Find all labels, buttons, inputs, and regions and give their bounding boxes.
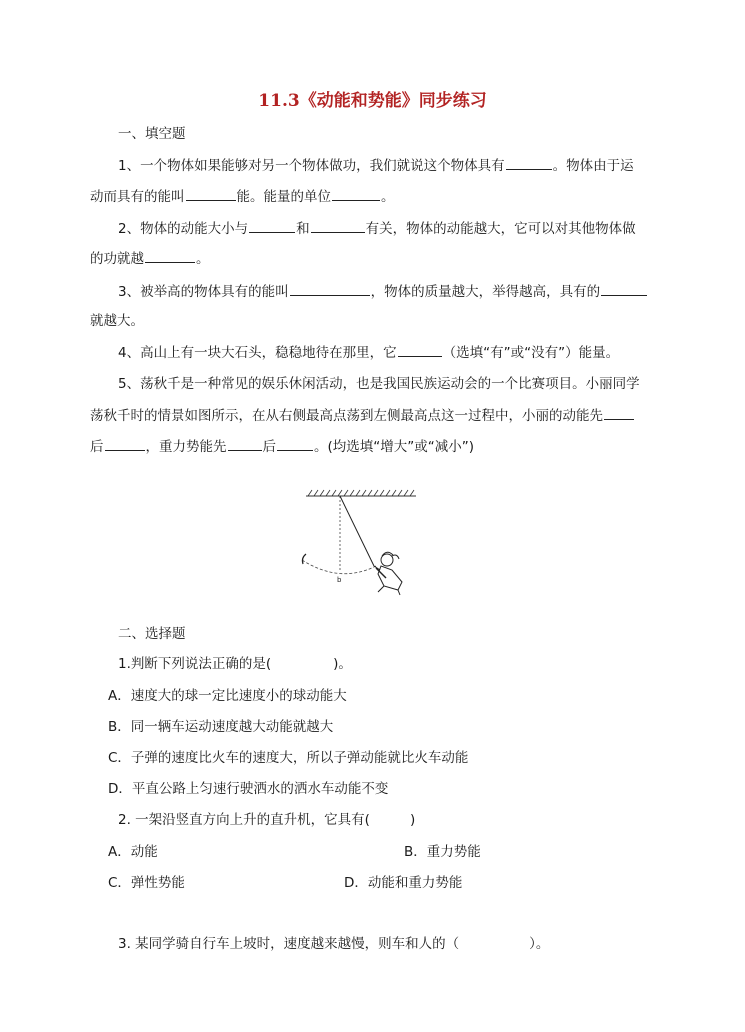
girl-on-swing	[374, 552, 402, 595]
section-heading-fill-blank: 一、填空题	[118, 126, 186, 142]
question-3-line-1	[118, 281, 648, 302]
question-text: 4、高山上有一块大石头，稳稳地待在那里，它	[118, 345, 397, 361]
question-text: )。	[333, 656, 352, 672]
question-1-line-2	[90, 186, 395, 207]
question-text: )	[409, 812, 416, 828]
question-text: 有关，物体的动能越大，它可以对其他物体做	[365, 221, 636, 237]
answer-blank[interactable]	[105, 436, 145, 451]
answer-blank[interactable]	[277, 436, 313, 451]
answer-blank[interactable]	[506, 155, 552, 170]
mc-option-d[interactable]: D．平直公路上匀速行驶洒水的洒水车动能不变	[108, 781, 389, 797]
arc-left-end	[302, 554, 306, 564]
mc-question-1-stem	[118, 654, 352, 674]
question-text: 1.判断下列说法正确的是(	[118, 656, 272, 672]
question-2-line-2	[90, 248, 210, 269]
question-text: ，重力势能先	[145, 439, 227, 455]
question-text: 的功就越	[90, 251, 144, 267]
question-5-line-1: 5、荡秋千是一种常见的娱乐休闲活动，也是我国民族运动会的一个比赛项目。小丽同学	[118, 376, 640, 392]
ceiling-hatch	[306, 490, 416, 496]
question-text: 后	[262, 439, 276, 455]
mc-option-c[interactable]: C．弹性势能	[108, 875, 185, 891]
mc-option-a[interactable]: A．动能	[108, 844, 158, 860]
answer-blank[interactable]	[332, 186, 380, 201]
point-label-b: b	[337, 576, 342, 584]
question-4-line-1	[118, 342, 619, 363]
mc-option-b[interactable]: B．重力势能	[404, 844, 481, 860]
question-text: 。(均选填“增大”或“减小”)	[314, 439, 475, 455]
question-text: 。	[196, 251, 210, 267]
mc-question-2-stem	[118, 810, 415, 830]
question-text: 2、物体的动能大小与	[118, 221, 249, 237]
mc-option-b[interactable]: B．同一辆车运动速度越大动能就越大	[108, 719, 334, 735]
question-5-line-2	[90, 405, 635, 426]
answer-blank[interactable]	[290, 281, 370, 296]
question-2-line-1	[118, 218, 636, 239]
question-text: 。物体由于运	[552, 158, 634, 174]
page-title: 11.3《动能和势能》同步练习	[258, 91, 487, 111]
question-text: 1、一个物体如果能够对另一个物体做功，我们就说这个物体具有	[118, 158, 505, 174]
mc-question-3-stem	[118, 934, 549, 954]
mc-option-a[interactable]: A．速度大的球一定比速度小的球动能大	[108, 688, 347, 704]
question-text: 3、被举高的物体具有的能叫	[118, 284, 289, 300]
question-text: ）。	[529, 936, 550, 952]
rope	[340, 496, 374, 566]
question-text: 3. 某同学骑自行车上坡时，速度越来越慢，则车和人的（	[118, 936, 460, 952]
answer-blank[interactable]	[249, 218, 295, 233]
question-text: 动而具有的能叫	[90, 189, 185, 205]
question-text: 能。能量的单位	[236, 189, 331, 205]
question-text: 荡秋千时的情景如图所示，在从右侧最高点荡到左侧最高点这一过程中，小丽的动能先	[90, 408, 603, 424]
question-1-line-1	[118, 155, 634, 176]
answer-blank[interactable]	[604, 405, 634, 420]
swing-figure	[288, 486, 428, 596]
answer-blank[interactable]	[145, 248, 195, 263]
section-heading-multiple-choice: 二、选择题	[118, 626, 186, 642]
question-3-line-2: 就越大。	[90, 313, 144, 329]
answer-blank[interactable]	[398, 342, 442, 357]
question-text: 。	[381, 189, 395, 205]
question-text: 和	[296, 221, 310, 237]
mc-option-d[interactable]: D．动能和重力势能	[344, 875, 463, 891]
answer-blank[interactable]	[601, 281, 647, 296]
question-5-line-3	[90, 436, 474, 457]
mc-option-c[interactable]: C．子弹的速度比火车的速度大，所以子弹动能就比火车动能	[108, 750, 469, 766]
question-text: 2. 一架沿竖直方向上升的直升机，它具有(	[118, 812, 370, 828]
question-text: 后	[90, 439, 104, 455]
question-text: （选填“有”或“没有”）能量。	[442, 345, 620, 361]
answer-blank[interactable]	[186, 186, 236, 201]
swing-arc	[302, 560, 376, 574]
question-text: ，物体的质量越大，举得越高，具有的	[370, 284, 601, 300]
answer-blank[interactable]	[311, 218, 365, 233]
answer-blank[interactable]	[228, 436, 262, 451]
